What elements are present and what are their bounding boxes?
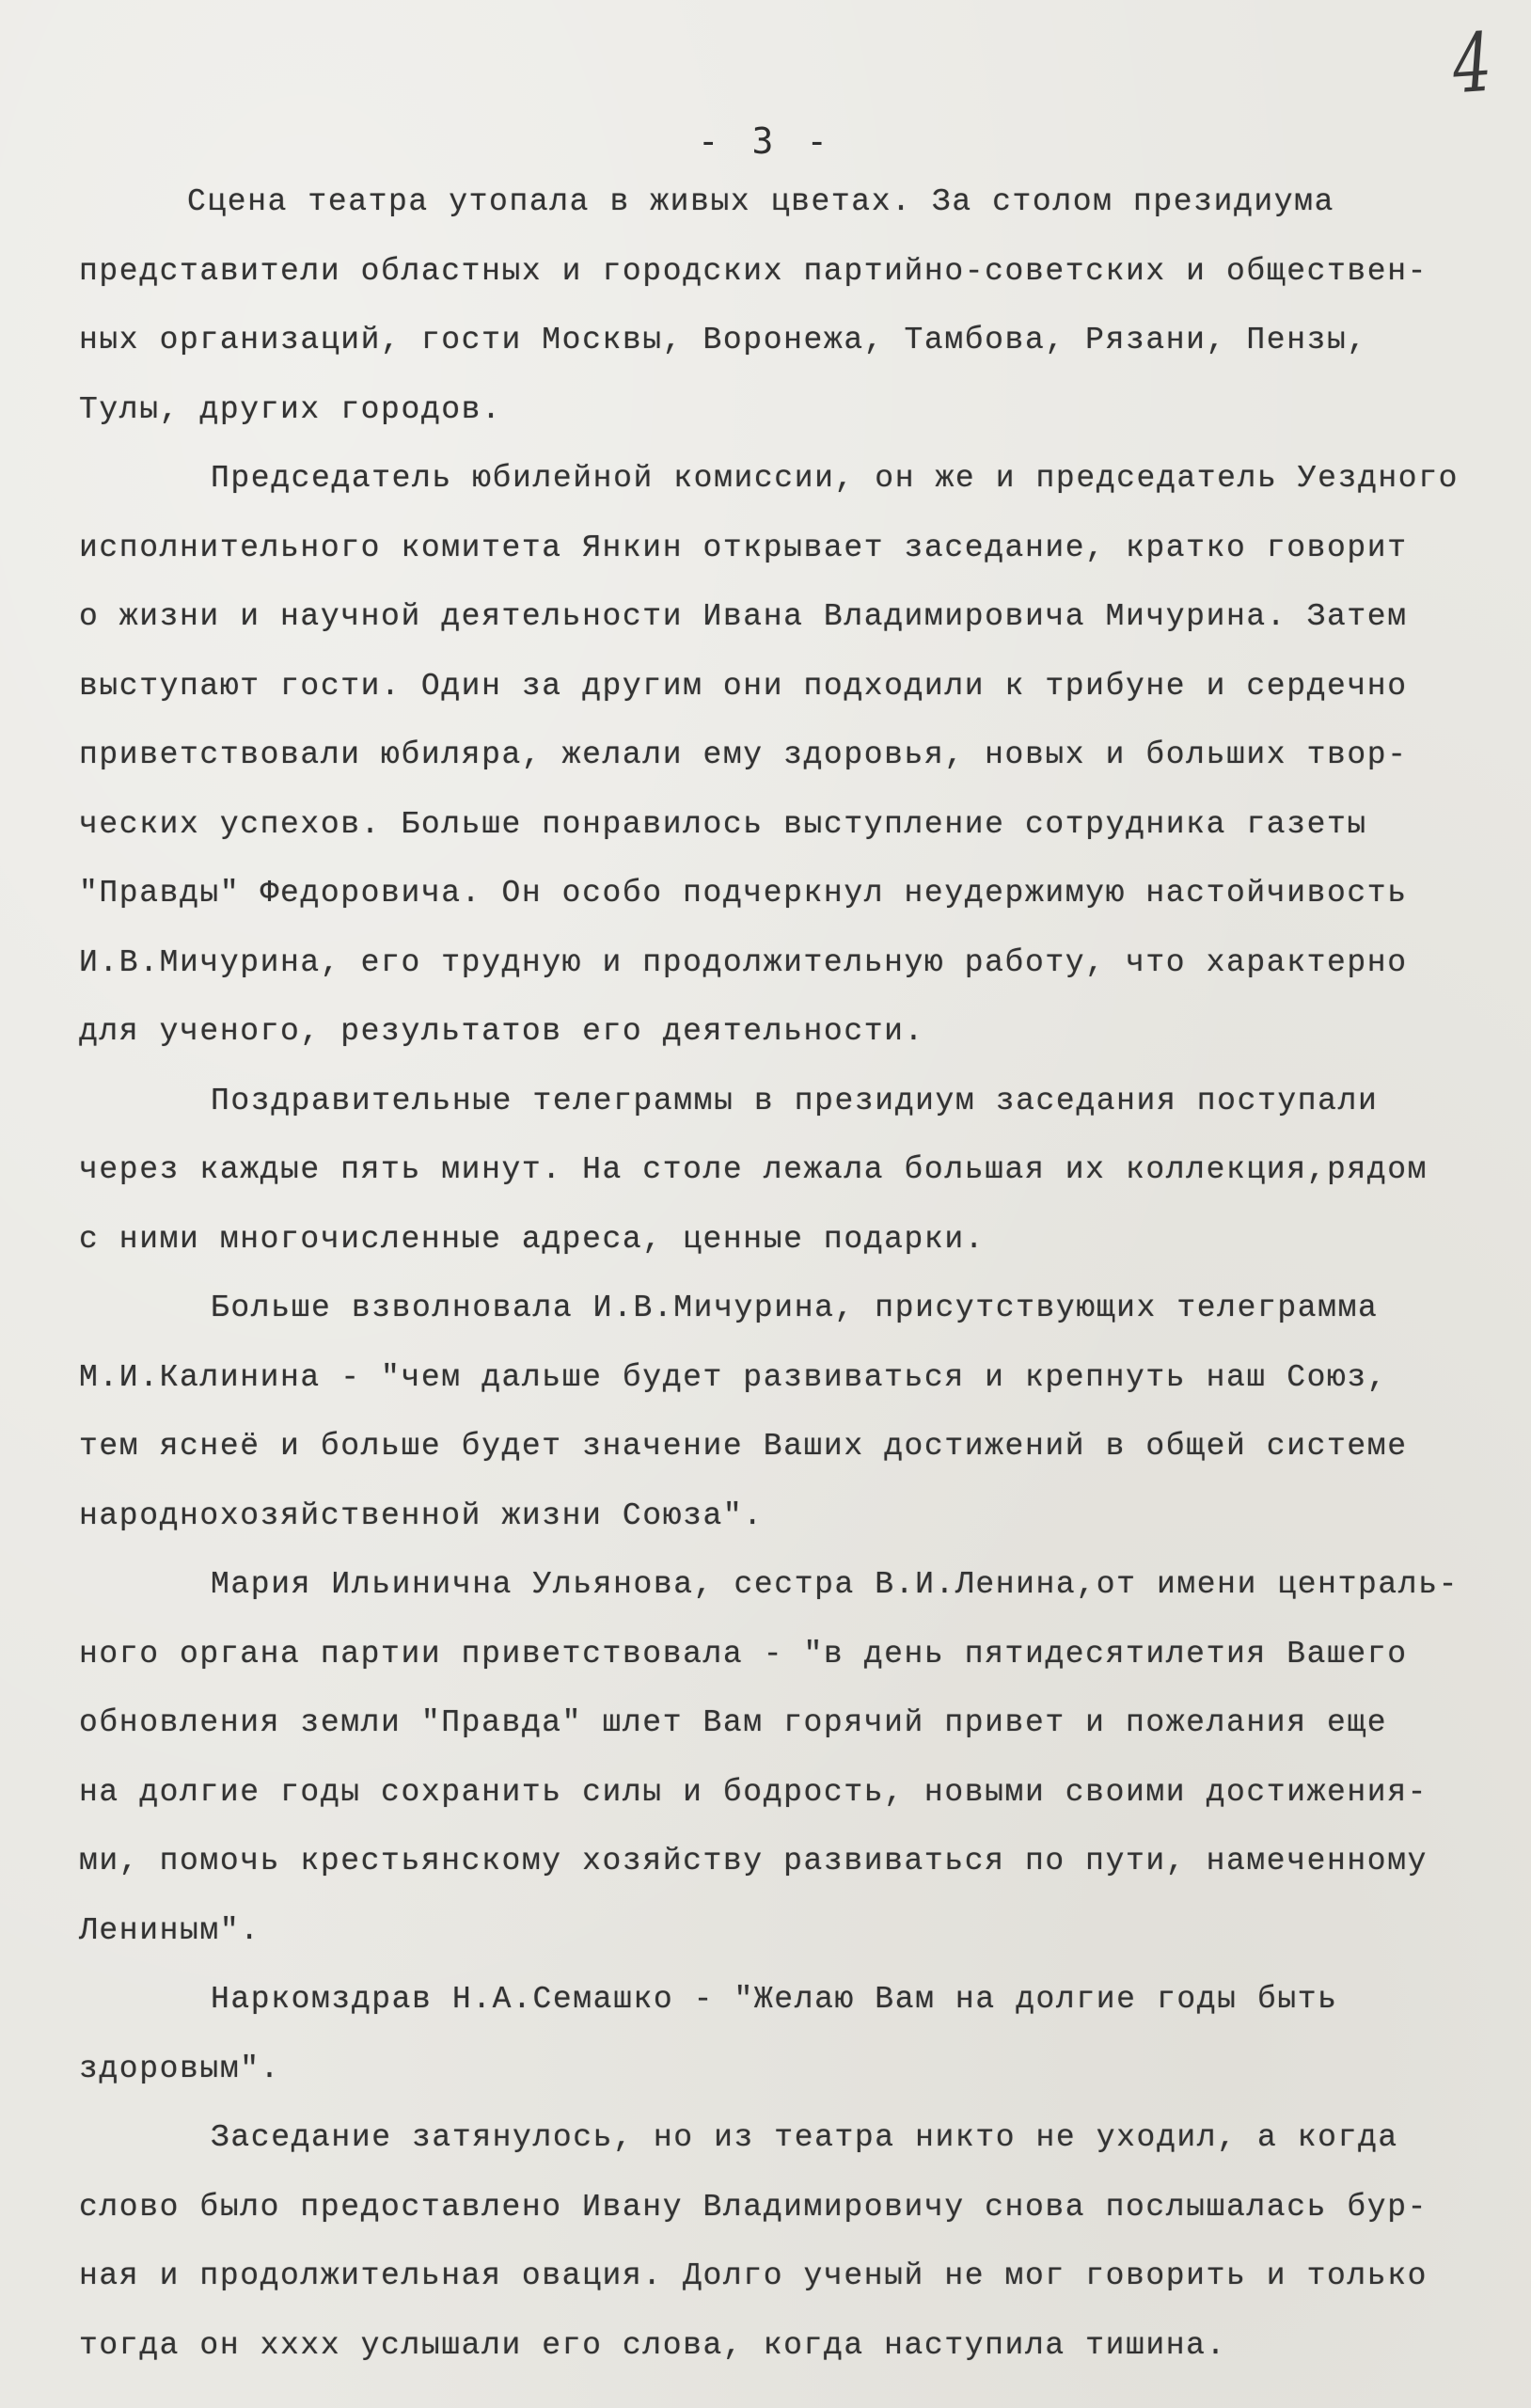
- text-line: здоровым".: [79, 2051, 281, 2086]
- text-line: И.В.Мичурина, его трудную и продолжительную работу, что характерно: [79, 944, 1408, 980]
- text-line: представители областных и городских партийно-советских и обществен-: [79, 253, 1428, 289]
- text-line: ного органа партии приветствовала - "в день пятидесятилетия Вашего: [79, 1636, 1408, 1671]
- text-line: тогда он хххх услышали его слова, когда наступила тишина.: [79, 2327, 1226, 2363]
- text-line: ческих успехов. Больше понравилось выступление сотрудника газеты: [79, 806, 1367, 842]
- text-line: "Правды" Федоровича. Он особо подчеркнул неудержимую настойчивость: [79, 876, 1408, 911]
- text-line: Мария Ильинична Ульянова, сестра В.И.Ленина,от имени централь-: [211, 1567, 1459, 1602]
- text-line: Заседание затянулось, но из театра никто не уходил, а когда: [211, 2120, 1398, 2155]
- text-line: слово было предоставлено Ивану Владимировичу снова послышалась бур-: [79, 2189, 1428, 2225]
- text-line: М.И.Калинина - "чем дальше будет развиваться и крепнуть наш Союз,: [79, 1359, 1388, 1395]
- text-line: народнохозяйственной жизни Союза".: [79, 1497, 764, 1533]
- text-line: для ученого, результатов его деятельности.: [79, 1014, 924, 1049]
- text-line: выступают гости. Один за другим они подходили к трибуне и сердечно: [79, 668, 1408, 704]
- text-line: Лениным".: [79, 1912, 260, 1948]
- text-line: Председатель юбилейной комиссии, он же и председатель Уездного: [211, 461, 1459, 496]
- text-line: обновления земли "Правда" шлет Вам горячий привет и пожелания еще: [79, 1705, 1388, 1740]
- typed-text-body: [79, 167, 1490, 2380]
- text-line: на долгие годы сохранить силы и бодрость, новыми своими достижения-: [79, 1774, 1428, 1810]
- text-line: через каждые пять минут. На столе лежала большая их коллекция,рядом: [79, 1152, 1428, 1187]
- archive-sheet-number: 4: [1449, 15, 1495, 113]
- text-line: Тулы, других городов.: [79, 391, 502, 427]
- page-number: - 3 -: [697, 120, 834, 162]
- text-line: исполнительного комитета Янкин открывает заседание, кратко говорит: [79, 530, 1408, 565]
- text-line: Сцена театра утопала в живых цветах. За столом президиума: [187, 184, 1334, 219]
- text-line: о жизни и научной деятельности Ивана Владимировича Мичурина. Затем: [79, 599, 1408, 634]
- text-line: Наркомздрав Н.А.Семашко - "Желаю Вам на долгие годы быть: [211, 1982, 1338, 2017]
- text-line: ных организаций, гости Москвы, Воронежа, Тамбова, Рязани, Пензы,: [79, 323, 1367, 357]
- text-line: ми, помочь крестьянскому хозяйству развиваться по пути, намеченному: [79, 1844, 1428, 1878]
- text-line: с ними многочисленные адреса, ценные подарки.: [79, 1221, 986, 1257]
- text-line: приветствовали юбиляра, желали ему здоровья, новых и больших твор-: [79, 737, 1408, 772]
- text-line: Поздравительные телеграммы в президиум заседания поступали: [211, 1083, 1379, 1118]
- text-line: ная и продолжительная овация. Долго ученый не мог говорить и только: [79, 2258, 1428, 2293]
- text-line: тем яснеё и больше будет значение Ваших достижений в общей системе: [79, 1429, 1408, 1464]
- text-line: Больше взволновала И.В.Мичурина, присутствующих телеграмма: [211, 1291, 1379, 1325]
